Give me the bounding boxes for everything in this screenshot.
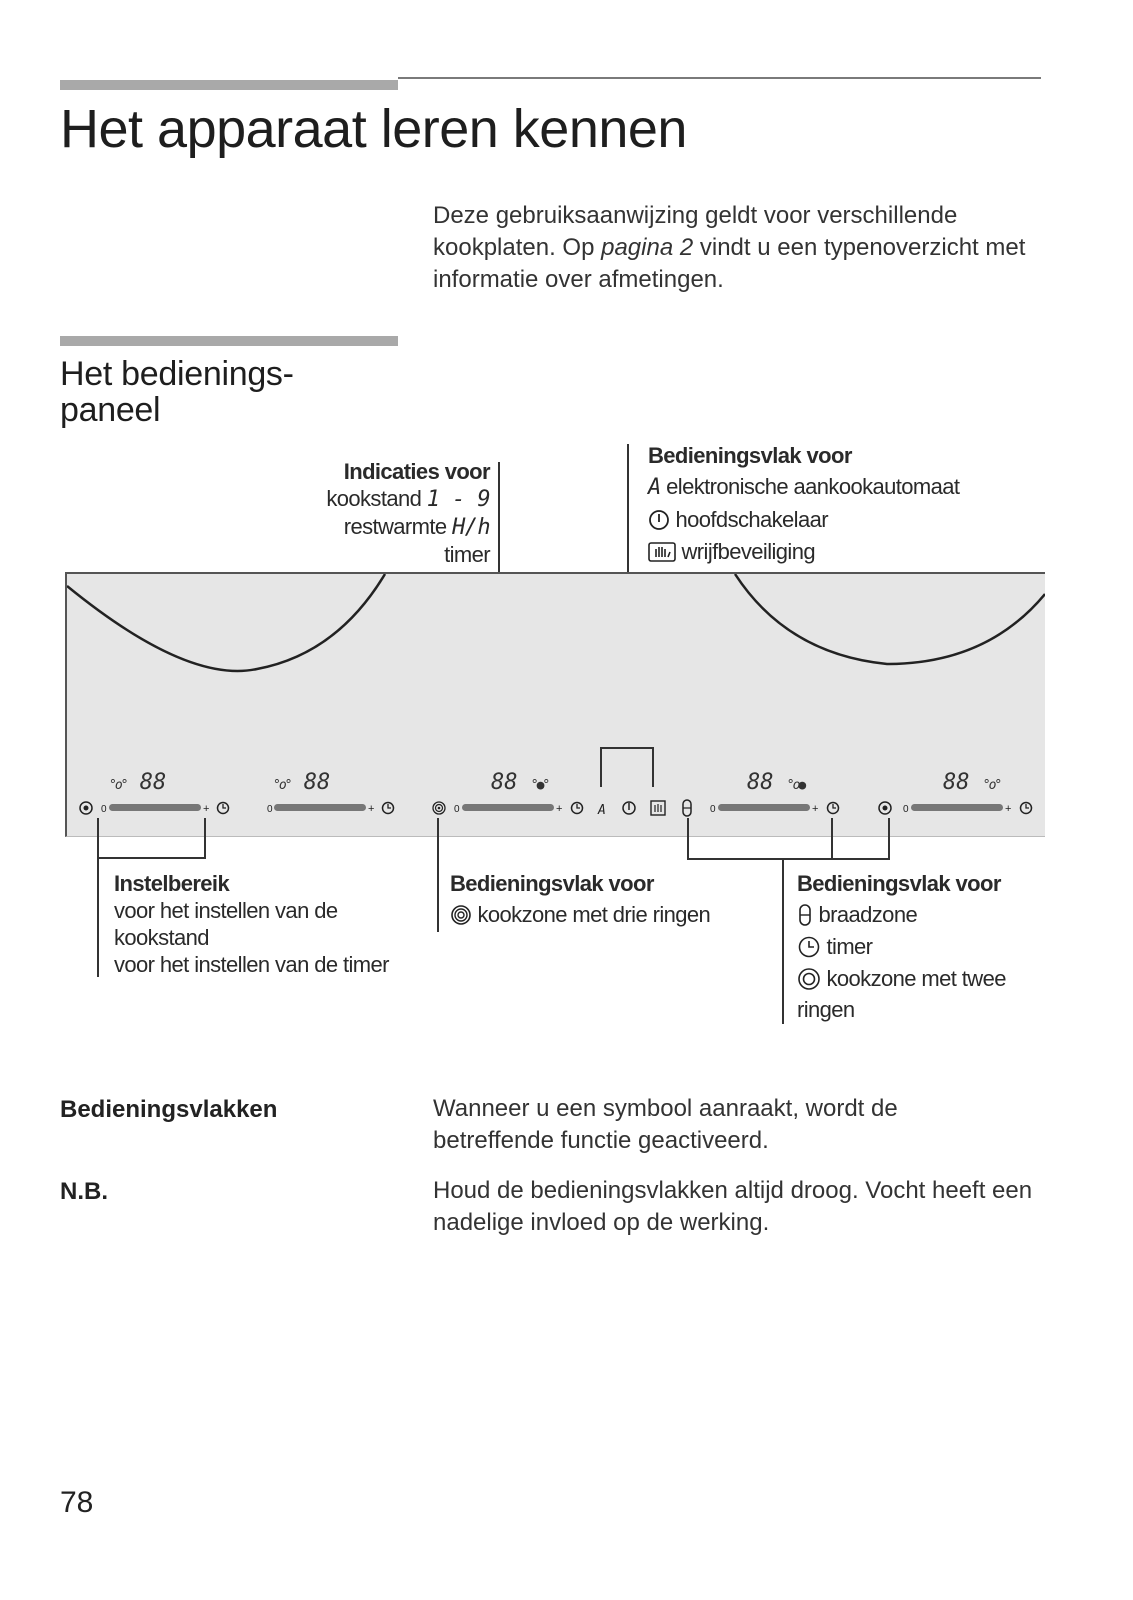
leader-right-c	[888, 818, 890, 860]
leader-right-a	[687, 818, 689, 860]
callout-bv-right-title: Bedieningsvlak voor	[797, 871, 1001, 896]
intro-text-after: vindt u een typenoverzicht met informatie over afmetingen.	[433, 234, 1026, 293]
page-title: Het apparaat leren kennen	[60, 99, 687, 159]
control-panel	[65, 572, 1045, 837]
section-heading-line1: Het bedienings-	[60, 355, 294, 393]
callout-instel-line2: kookstand	[114, 925, 209, 950]
svg-text:0: 0	[267, 804, 273, 815]
callout-indicaties-title: Indicaties voor	[343, 459, 490, 484]
callout-indicaties-restwarmte	[230, 513, 490, 541]
residual-heat-icon: °o°	[109, 778, 127, 793]
auto-a-button[interactable]: A	[598, 803, 606, 818]
kookstand-symbol: 1 - 9	[426, 487, 490, 512]
callout-instelbereik	[114, 870, 434, 978]
residual-heat-icon: °o°	[273, 778, 291, 793]
callout-indicaties	[230, 458, 490, 568]
power-icon	[648, 509, 670, 531]
three-ring-zone-icon	[450, 904, 472, 926]
leader-mid	[437, 818, 439, 932]
item1-label: elektronische aankookautomaat	[666, 474, 960, 499]
callout-bedieningsvlak-mid	[450, 870, 770, 928]
svg-text:0: 0	[454, 804, 460, 815]
callout-indicaties-timer: timer	[444, 542, 490, 567]
callout-bv-right-item2	[797, 933, 1037, 960]
bracket-top-right	[652, 747, 654, 787]
restwarmte-label: restwarmte	[343, 514, 447, 539]
section-accent-bar	[60, 336, 398, 346]
callout-instel-title: Instelbereik	[114, 871, 230, 896]
intro-text-before: Deze gebruiksaanwijzing geldt voor verschillende kookplaten. Op	[433, 202, 958, 261]
info-label-nb: N.B.	[60, 1178, 108, 1205]
zone4-timer-button[interactable]	[828, 803, 839, 814]
intro-page-link: pagina 2	[601, 234, 694, 261]
zone4-slider[interactable]	[718, 804, 810, 811]
callout-bedieningsvlak-top	[648, 442, 1048, 565]
mid-item1-label: kookzone met drie ringen	[477, 902, 711, 927]
kookstand-label: kookstand	[326, 486, 422, 511]
zone3-digits: 88	[491, 770, 518, 795]
zone1-timer-button[interactable]	[218, 803, 229, 814]
roasting-zone-button[interactable]	[683, 800, 691, 816]
zone5-digits: 88	[943, 770, 970, 795]
auto-a-icon: A	[648, 475, 661, 500]
zone2-slider[interactable]	[274, 804, 366, 811]
svg-text:+: +	[368, 803, 375, 815]
svg-text:+: +	[556, 803, 563, 815]
timer-icon	[797, 935, 821, 959]
intro-paragraph	[433, 200, 1033, 296]
bracket-top-left	[600, 747, 602, 787]
callout-bv-top-item2	[648, 506, 1048, 533]
callout-bv-right-item3b: ringen	[797, 997, 855, 1022]
info-text-nb: Houd de bedieningsvlakken altijd droog. Vocht heeft een nadelige invloed op de werking.	[433, 1177, 1033, 1236]
svg-text:0: 0	[101, 804, 107, 815]
leader-instel-down	[97, 857, 99, 977]
leader-right-h	[687, 858, 890, 860]
callout-bv-top-item3	[648, 538, 1048, 565]
child-lock-hand-icon	[648, 541, 676, 563]
leader-instel-left	[97, 818, 99, 858]
svg-text:+: +	[812, 803, 819, 815]
right-item1-label: braadzone	[818, 902, 918, 927]
zone1-digits: 88	[139, 770, 167, 795]
right-item3-label: kookzone met twee	[826, 966, 1006, 991]
svg-text:+: +	[203, 803, 210, 815]
wipe-protection-button[interactable]	[651, 801, 665, 815]
panel-control-row	[67, 790, 1045, 830]
callout-instel-line1: voor het instellen van de	[114, 898, 338, 923]
zone3-ring-button[interactable]	[433, 802, 445, 814]
two-ring-zone-icon	[797, 967, 821, 991]
header-accent-bar	[60, 80, 398, 90]
leader-right-b	[831, 818, 833, 860]
zone3-timer-button[interactable]	[572, 803, 583, 814]
section-heading-line2: paneel	[60, 391, 161, 429]
callout-bedieningsvlak-right	[797, 870, 1037, 1023]
svg-text:+: +	[1005, 803, 1012, 815]
section-heading	[60, 356, 294, 428]
info-text-bedieningsvlakken: Wanneer u een symbool aanraakt, wordt de betreffende functie geactiveerd.	[433, 1095, 898, 1154]
right-item2-label: timer	[826, 934, 873, 959]
leader-instel-h	[97, 857, 206, 859]
main-switch-button[interactable]	[623, 802, 635, 814]
residual-heat-icon: °o°	[982, 778, 1001, 793]
svg-text:0: 0	[710, 804, 716, 815]
callout-indicaties-kookstand	[230, 485, 490, 513]
zone3-slider[interactable]	[462, 804, 554, 811]
leader-instel-right	[204, 818, 206, 858]
item3-label: wrijfbeveiliging	[681, 539, 815, 564]
residual-heat-icon: °●°	[530, 778, 549, 793]
zone1-ring-button[interactable]	[80, 802, 92, 814]
callout-bv-mid-item1	[450, 901, 770, 928]
callout-bv-top-title: Bedieningsvlak voor	[648, 443, 852, 468]
callout-bv-mid-title: Bedieningsvlak voor	[450, 871, 654, 896]
residual-heat-icon: °o●	[786, 778, 805, 793]
zone2-timer-button[interactable]	[383, 803, 394, 814]
callout-instel-line3: voor het instellen van de timer	[114, 952, 389, 977]
leader-right-down	[782, 858, 784, 1024]
page-number: 78	[60, 1486, 94, 1519]
roasting-zone-icon	[797, 903, 813, 927]
svg-text:0: 0	[903, 804, 909, 815]
zone2-digits: 88	[303, 770, 331, 795]
callout-bv-right-item1	[797, 901, 1037, 928]
restwarmte-symbol: H/h	[452, 515, 490, 540]
item2-label: hoofdschakelaar	[675, 507, 828, 532]
zone1-slider[interactable]	[109, 804, 201, 811]
zone5-slider[interactable]	[911, 804, 1003, 811]
info-label-bedieningsvlakken: Bedieningsvlakken	[60, 1096, 278, 1123]
bracket-top-h	[600, 747, 654, 749]
callout-bv-right-item3	[797, 965, 1037, 992]
zone5-ring-button[interactable]	[879, 802, 891, 814]
header-rule	[398, 77, 1041, 79]
callout-bv-top-item1	[648, 473, 1048, 501]
zone5-timer-button[interactable]	[1021, 803, 1032, 814]
zone4-digits: 88	[747, 770, 774, 795]
